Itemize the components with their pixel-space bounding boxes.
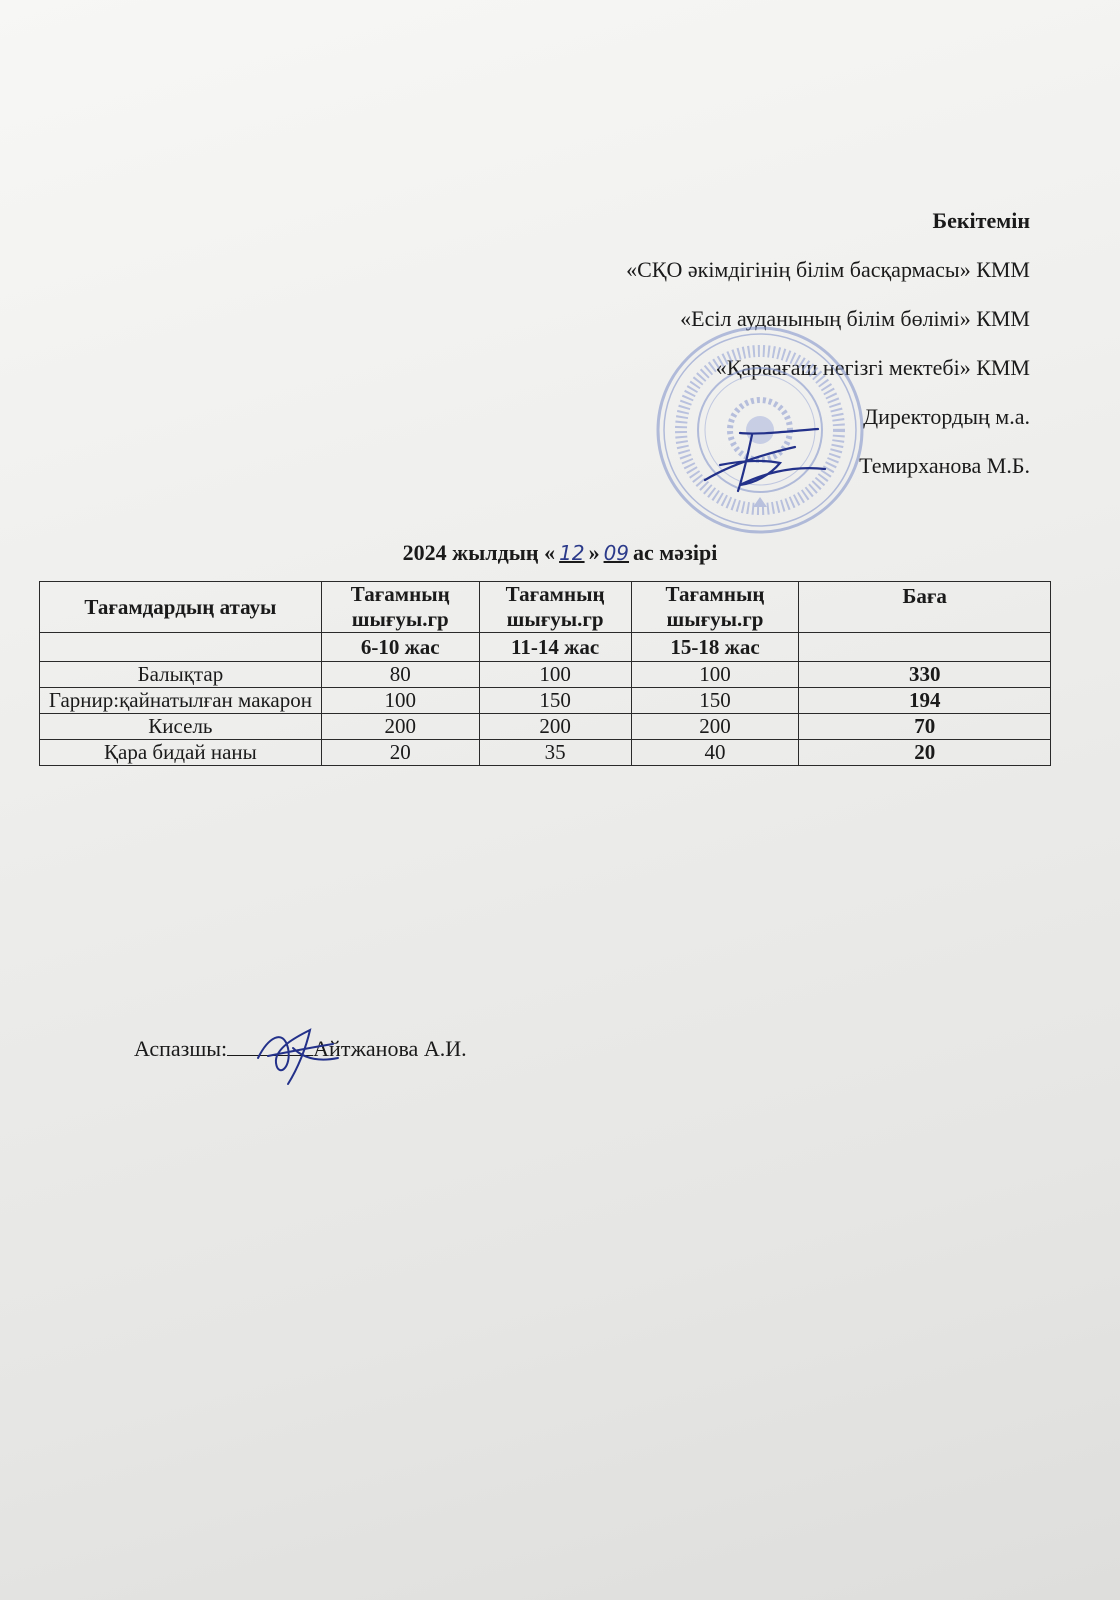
approval-position: Директордың м.а. xyxy=(863,404,1030,429)
dish-price: 20 xyxy=(799,740,1051,766)
approval-org-2: «Есіл ауданының білім бөлімі» КММ xyxy=(680,306,1030,331)
menu-title xyxy=(0,540,1120,566)
dish-name: Қара бидай наны xyxy=(40,740,322,766)
menu-title-month: 09 xyxy=(603,541,630,565)
table-row xyxy=(40,714,1051,740)
menu-title-day: 12 xyxy=(559,541,585,565)
cook-name: Айтжанова А.И. xyxy=(313,1036,467,1061)
yield-15-18: 100 xyxy=(631,662,799,688)
header-dish-name: Тағамдардың атауы xyxy=(40,582,322,633)
menu-title-prefix: 2024 жылдың « xyxy=(402,540,556,565)
yield-11-14: 100 xyxy=(479,662,631,688)
table-header-row xyxy=(40,582,1051,633)
yield-6-10: 20 xyxy=(321,740,479,766)
menu-table xyxy=(39,581,1051,766)
table-row xyxy=(40,740,1051,766)
dish-price: 330 xyxy=(799,662,1051,688)
yield-15-18: 150 xyxy=(631,688,799,714)
yield-6-10: 100 xyxy=(321,688,479,714)
approval-org-3: «Қараағаш негізгі мектебі» КММ xyxy=(715,355,1030,380)
dish-price: 70 xyxy=(799,714,1051,740)
age-group-2: 11-14 жас xyxy=(479,633,631,662)
director-signature-icon xyxy=(700,425,830,495)
menu-title-separator: » xyxy=(588,540,600,565)
yield-15-18: 200 xyxy=(631,714,799,740)
yield-15-18: 40 xyxy=(631,740,799,766)
dish-price: 194 xyxy=(799,688,1051,714)
cook-label: Аспазшы: xyxy=(134,1036,228,1061)
approval-heading: Бекітемін xyxy=(932,208,1030,233)
dish-name: Балықтар xyxy=(40,662,322,688)
header-yield-2: Тағамның шығуы.гр xyxy=(479,582,631,633)
approval-org-1: «СҚО әкімдігінің білім басқармасы» КММ xyxy=(626,257,1030,282)
cook-signature-icon xyxy=(248,1018,348,1088)
yield-6-10: 80 xyxy=(321,662,479,688)
dish-name: Гарнир:қайнатылған макарон xyxy=(40,688,322,714)
header-yield-3: Тағамның шығуы.гр xyxy=(631,582,799,633)
yield-11-14: 150 xyxy=(479,688,631,714)
dish-name: Кисель xyxy=(40,714,322,740)
table-age-row xyxy=(40,633,1051,662)
table-row xyxy=(40,688,1051,714)
age-group-1: 6-10 жас xyxy=(321,633,479,662)
yield-11-14: 200 xyxy=(479,714,631,740)
header-yield-1: Тағамның шығуы.гр xyxy=(321,582,479,633)
age-empty-cell xyxy=(40,633,322,662)
yield-11-14: 35 xyxy=(479,740,631,766)
age-group-3: 15-18 жас xyxy=(631,633,799,662)
approval-director-name: Темирханова М.Б. xyxy=(859,453,1030,478)
yield-6-10: 200 xyxy=(321,714,479,740)
table-row xyxy=(40,662,1051,688)
age-empty-cell xyxy=(799,633,1051,662)
menu-title-suffix: ас мәзірі xyxy=(633,540,718,565)
header-price: Баға xyxy=(799,582,1051,633)
